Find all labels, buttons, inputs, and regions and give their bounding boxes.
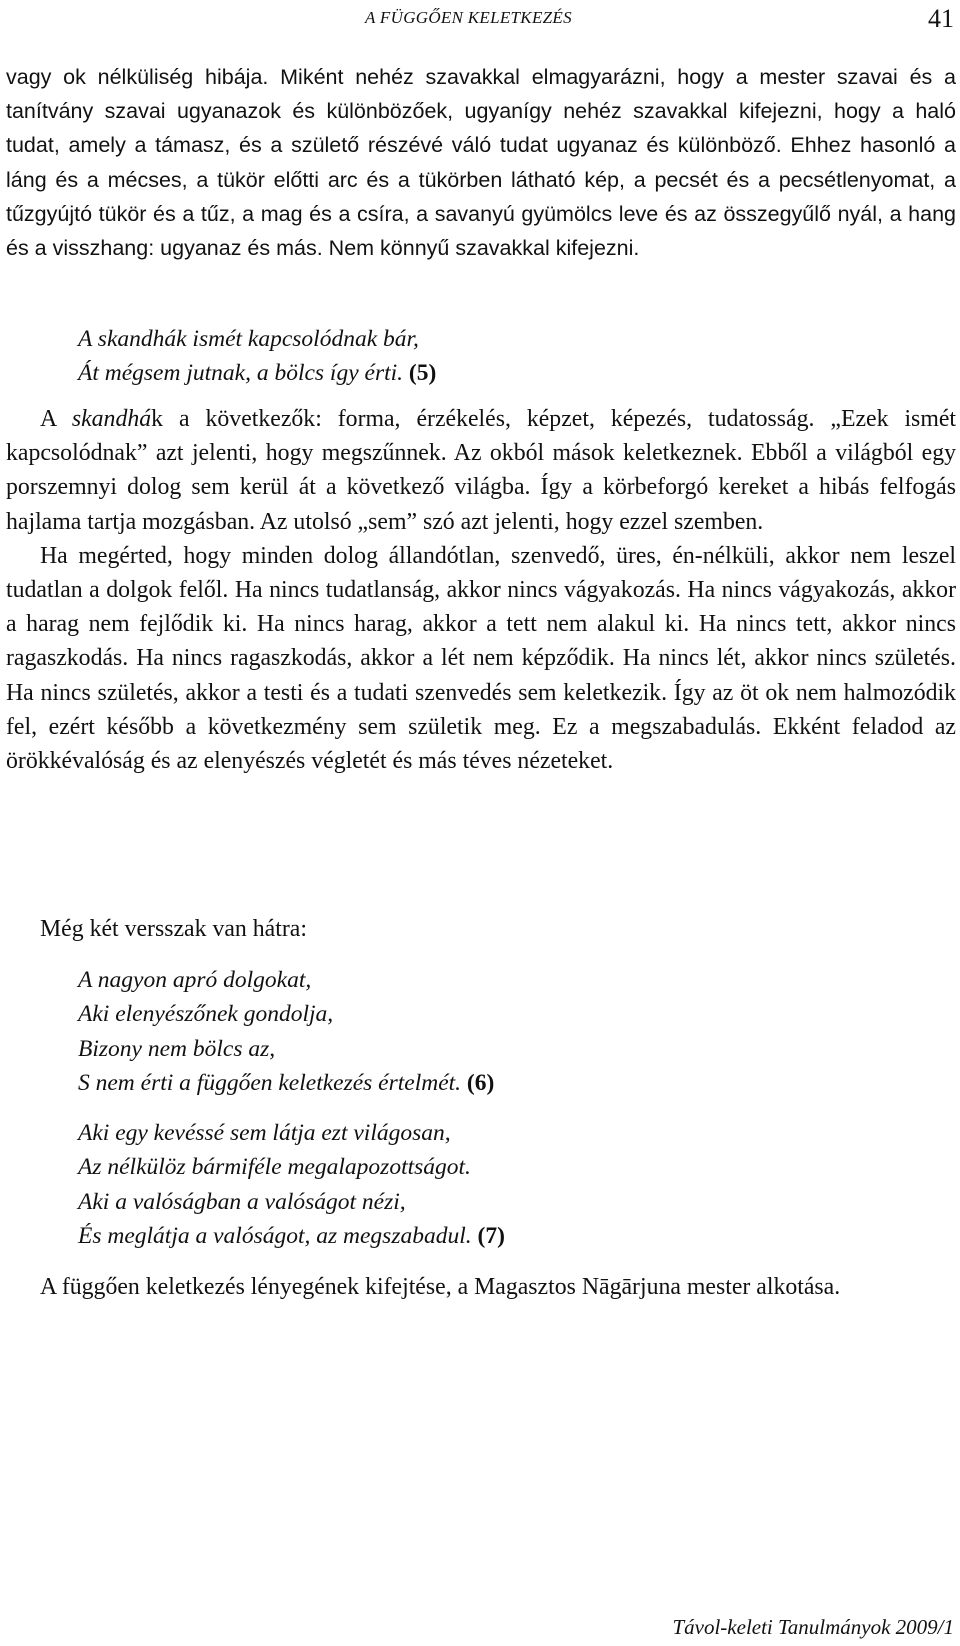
intro-block xyxy=(6,912,956,946)
verse-line: És meglátja a valóságot, az megszabadul. (7) xyxy=(78,1222,505,1249)
term-skandha: skandhá xyxy=(71,406,152,432)
verse-number: (7) xyxy=(477,1222,505,1249)
commentary-block xyxy=(6,402,956,778)
verse-line: S nem érti a függően keletkezés értelmét. (6) xyxy=(78,1069,495,1096)
closing-paragraph: A függően keletkezés lényegének kifejtése, a Magasztos Nāgārjuna mester alkotása. xyxy=(40,1274,841,1300)
running-head: A FÜGGŐEN KELETKEZÉS xyxy=(365,8,572,27)
verse-7 xyxy=(78,1116,505,1253)
closing-block xyxy=(6,1270,956,1304)
verse-number: (5) xyxy=(408,360,437,387)
paragraph-2: A skandhák a következők: forma, érzékelés, képzet, képezés, tudatosság. „Ezek ismét kapcsolódnak” azt jelenti, hogy megszűnnek. Az okból mások keletkeznek. Ebből a világból egy porszemnyi dolog sem kerül át a következő világba. Így a körbeforgó kereket a hibás felfogás hajlama tartja mozgásban. Az utolsó „sem” szó azt jelenti, hogy ezzel szemben. xyxy=(6,406,957,535)
verse-line: Bizony nem bölcs az, xyxy=(78,1035,276,1062)
verse-line: Az nélkülöz bármiféle megalapozottságot. xyxy=(78,1154,471,1181)
verse-line: Aki a valóságban a valóságot nézi, xyxy=(78,1188,406,1215)
paragraph-3: Ha megérted, hogy minden dolog állandótlan, szenvedő, üres, én-nélküli, akkor nem leszel tudatlan a dolgok felől. Ha nincs tudatlanság, akkor nincs vágyakozás. Ha nincs vágyakozás, akkor a harag nem fejlődik ki. Ha nincs harag, akkor a tett nem alakul ki. Ha nincs tett, akkor nincs ragaszkodás. Ha nincs ragaszkodás, akkor a lét nem képződik. Ha nincs lét, akkor nincs születés. Ha nincs születés, akkor a testi és a tudati szenvedés sem keletkezik. Így az öt ok nem halmozódik fel, ezért később a következmény sem születik meg. Ez a megszabadulás. Ekként feladod az örökkévalóság és az elenyészés végletét és más téves nézeteket. xyxy=(6,542,956,775)
verse-intro: Még két versszak van hátra: xyxy=(40,916,307,942)
verse-line: A nagyon apró dolgokat, xyxy=(78,967,312,993)
verse-line: A skandhák ismét kapcsolódnak bár, xyxy=(78,326,419,352)
verse-number: (6) xyxy=(466,1069,495,1096)
verse-6 xyxy=(78,963,494,1100)
verse-5 xyxy=(78,322,436,391)
paragraph-continuation xyxy=(6,60,956,265)
paragraph-1: vagy ok nélküliség hibája. Miként nehéz szavakkal elmagyarázni, hogy a mester szavai és a tanítvány szavai ugyanazok és különbözőek, ugyanígy nehéz szavakkal kifejezni, hogy a haló tudat, amely a támasz, és a születő részévé váló tudat ugyanaz és különböző. Ehhez hasonló a láng és a mécses, a tükör előtti arc és a tükörben látható kép, a pecsét és a pecsétlenyomat, a tűzgyújtó tükör és a tűz, a mag és a csíra, a savanyú gyümölcs leve és az összegyűlő nyál, a hang és a visszhang: ugyanaz és más. Nem könnyű szavakkal kifejezni. xyxy=(6,65,956,261)
verse-line: Át mégsem jutnak, a bölcs így érti. (5) xyxy=(78,360,437,387)
verse-line: Aki egy kevéssé sem látja ezt világosan, xyxy=(78,1120,451,1146)
page-header xyxy=(0,4,960,38)
verse-line: Aki elenyészőnek gondolja, xyxy=(78,1001,334,1028)
page-number: 41 xyxy=(928,4,954,33)
page-footer: Távol-keleti Tanulmányok 2009/1 xyxy=(672,1615,954,1639)
